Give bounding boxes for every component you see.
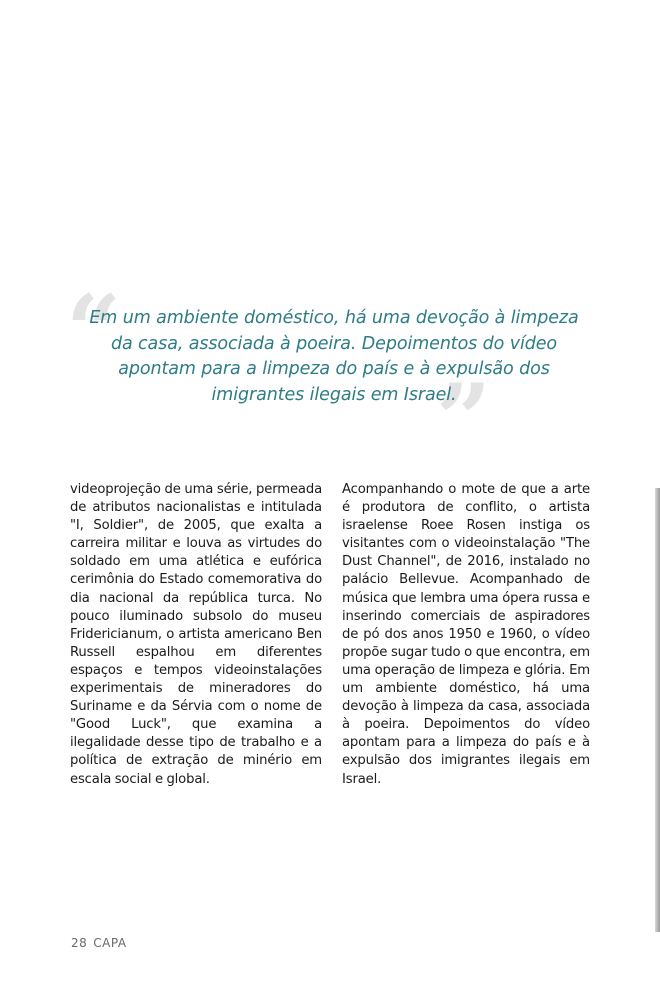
- close-quote-mark: ”: [436, 363, 492, 476]
- open-quote-mark: “: [66, 274, 122, 387]
- pull-quote: [80, 306, 588, 408]
- body-text-left: videoprojeção de uma série, permeada de atributos nacionalistas e intitulada "I, Soldier", de 2005, que exalta a carreira militar e louva as virtudes do soldado em uma atlética e eufórica cerimônia do Estado comemorativa do dia nacional da república turca. No pouco iluminado subsolo do museu Fridericianum, o artista americano Ben Russell espalhou em diferentes espaços e tempos videoinstalações experimentais de mineradores do Suriname e da Sérvia com o nome de "Good Luck", que examina a ilegalidade desse tipo de trabalho e a política de extração de minério em escala social e global.: [70, 482, 322, 787]
- body-column-right: [342, 481, 590, 789]
- page-number: 28: [71, 936, 88, 950]
- section-name: CAPA: [93, 936, 127, 950]
- page-folio: [71, 936, 127, 950]
- pull-quote-text: Em um ambiente doméstico, há uma devoção à limpeza da casa, associada à poeira. Depoimentos do vídeo apontam para a limpeza do país e à expulsão dos imigrantes ilegais em Israel.: [89, 308, 579, 405]
- page-edge-shadow: [655, 488, 660, 932]
- body-text-right: Acompanhando o mote de que a arte é produtora de conflito, o artista israelense Roee Rosen instiga os visitantes com o videoinstalação "The Dust Channel", de 2016, instalado no palácio Bellevue. Acompanhado de música que lembra uma ópera russa e inserindo comerciais de aspiradores de pó dos anos 1950 e 1960, o vídeo propõe sugar tudo o que encontra, em uma operação de limpeza e glória. Em um ambiente doméstico, há uma devoção à limpeza da casa, associada à poeira. Depoimentos do vídeo apontam para a limpeza do país e à expulsão dos imigrantes ilegais em Israel.: [342, 482, 590, 787]
- body-column-left: [70, 481, 322, 789]
